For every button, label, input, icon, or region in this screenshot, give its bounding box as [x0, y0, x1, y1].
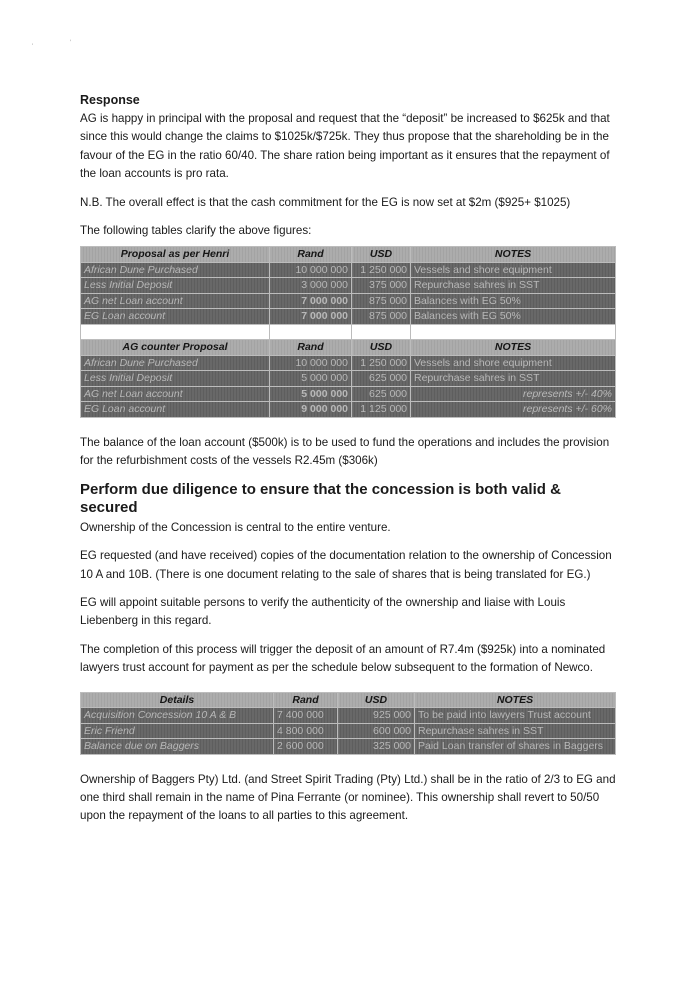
table-cell: AG net Loan account	[81, 386, 270, 402]
documents-paragraph: EG requested (and have received) copies of the documentation relation to the ownership of Concession 10 A and 10B. (There is one document relating to the sale of shares that is being translated for EG.)	[80, 549, 612, 581]
nb-paragraph: N.B. The overall effect is that the cash commitment for the EG is now set at $2m ($925+ $1025)	[80, 195, 571, 209]
table-header	[81, 692, 616, 708]
deposit-paragraph: The completion of this process will trigger the deposit of an amount of R7.4m ($925k) into a nominated lawyers trust account for payment as per the schedule below subsequent to the formation of Newco.	[80, 642, 606, 675]
table-cell: African Dune Purchased	[81, 262, 270, 278]
scan-mark: ‘	[70, 40, 72, 46]
table-cell: Repurchase sahres in SST	[415, 723, 616, 739]
table-cell: 875 000	[352, 309, 411, 325]
table-cell: Repurchase sahres in SST	[411, 278, 616, 294]
table-cell: Balance due on Baggers	[81, 739, 274, 755]
table-cell: 4 800 000	[274, 723, 338, 739]
table-cell: Vessels and shore equipment	[411, 262, 616, 278]
response-heading: Response	[80, 93, 140, 107]
table-cell: Acquisition Concession 10 A & B	[81, 708, 274, 724]
column-header: Rand	[270, 340, 352, 356]
table-cell: represents +/- 40%	[411, 386, 616, 402]
table-row	[81, 739, 616, 755]
document-body	[80, 92, 620, 836]
loan-balance-paragraph: The balance of the loan account ($500k) is to be used to fund the operations and includes the provision for the refurbishment costs of the vessels R2.45m ($306k)	[80, 435, 610, 468]
table-cell: 7 000 000	[270, 309, 352, 325]
table-cell: 5 000 000	[270, 386, 352, 402]
table-row	[81, 293, 616, 309]
table-cell: Paid Loan transfer of shares in Baggers	[415, 739, 616, 755]
table-cell: 1 125 000	[352, 402, 411, 418]
proposal-tables	[80, 246, 616, 418]
payment-schedule-table	[80, 692, 616, 755]
table-row	[81, 278, 616, 294]
scan-mark: '	[32, 44, 34, 50]
table-cell: Less Initial Deposit	[81, 371, 270, 387]
table-cell: Eric Friend	[81, 723, 274, 739]
ownership-paragraph: Ownership of the Concession is central to the entire venture.	[80, 520, 391, 534]
table-cell: African Dune Purchased	[81, 355, 270, 371]
table-cell: EG Loan account	[81, 402, 270, 418]
table-cell: AG net Loan account	[81, 293, 270, 309]
column-header: NOTES	[411, 247, 616, 263]
table-cell: 10 000 000	[270, 262, 352, 278]
table-cell: EG Loan account	[81, 309, 270, 325]
shareholding-paragraph: Ownership of Baggers Pty) Ltd. (and Street Spirit Trading (Pty) Ltd.) shall be in the ratio of 2/3 to EG and one third shall remain in the name of Pina Ferrante (or nominee). This ownership shall revert to 50/50 upon the repayment of the loans to all parties to this agreement.	[80, 772, 616, 823]
table-cell: 9 000 000	[270, 402, 352, 418]
section-heading: Perform due diligence to ensure that the concession is both valid & secured	[80, 480, 561, 516]
column-header: NOTES	[415, 692, 616, 708]
table-header	[81, 340, 616, 356]
table-row	[81, 355, 616, 371]
table-cell: 875 000	[352, 293, 411, 309]
table-cell: Vessels and shore equipment	[411, 355, 616, 371]
table-cell: 10 000 000	[270, 355, 352, 371]
table-cell: 325 000	[338, 739, 415, 755]
column-header: USD	[352, 247, 411, 263]
column-header: Rand	[274, 692, 338, 708]
table-cell: Balances with EG 50%	[411, 309, 616, 325]
table-row	[81, 309, 616, 325]
column-header: USD	[352, 340, 411, 356]
table-cell: 7 400 000	[274, 708, 338, 724]
table-cell: Less Initial Deposit	[81, 278, 270, 294]
column-header: AG counter Proposal	[81, 340, 270, 356]
column-header: USD	[338, 692, 415, 708]
verification-paragraph: EG will appoint suitable persons to verify the authenticity of the ownership and liaise with Louis Liebenberg in this regard.	[80, 595, 566, 628]
table-row	[81, 708, 616, 724]
table-cell: To be paid into lawyers Trust account	[415, 708, 616, 724]
table-header	[81, 247, 616, 263]
response-paragraph: AG is happy in principal with the proposal and request that the “deposit” be increased to $625k and that since this would change the claims to $1025k/$725k. They thus propose that the shareholding be in the favour of the EG in the ratio 60/40. The share ration being important as it ensures that the repayment of the loan accounts is pro rata.	[80, 112, 610, 181]
table-row	[81, 386, 616, 402]
table-cell: 925 000	[338, 708, 415, 724]
table-cell: 1 250 000	[352, 262, 411, 278]
column-header: NOTES	[411, 340, 616, 356]
table-row	[81, 402, 616, 418]
table-cell: 5 000 000	[270, 371, 352, 387]
column-header: Rand	[270, 247, 352, 263]
table-row	[81, 371, 616, 387]
table-row	[81, 262, 616, 278]
table-cell: 7 000 000	[270, 293, 352, 309]
column-header: Details	[81, 692, 274, 708]
table-cell: 375 000	[352, 278, 411, 294]
table-cell: 625 000	[352, 386, 411, 402]
tables-intro: The following tables clarify the above figures:	[80, 224, 312, 238]
table-cell: 625 000	[352, 371, 411, 387]
table-cell: Repurchase sahres in SST	[411, 371, 616, 387]
table-row	[81, 723, 616, 739]
table-cell: 3 000 000	[270, 278, 352, 294]
table-cell: represents +/- 60%	[411, 402, 616, 418]
table-cell: Balances with EG 50%	[411, 293, 616, 309]
table-spacer-row	[81, 324, 616, 340]
table-cell: 2 600 000	[274, 739, 338, 755]
column-header: Proposal as per Henri	[81, 247, 270, 263]
table-cell: 1 250 000	[352, 355, 411, 371]
table-cell: 600 000	[338, 723, 415, 739]
